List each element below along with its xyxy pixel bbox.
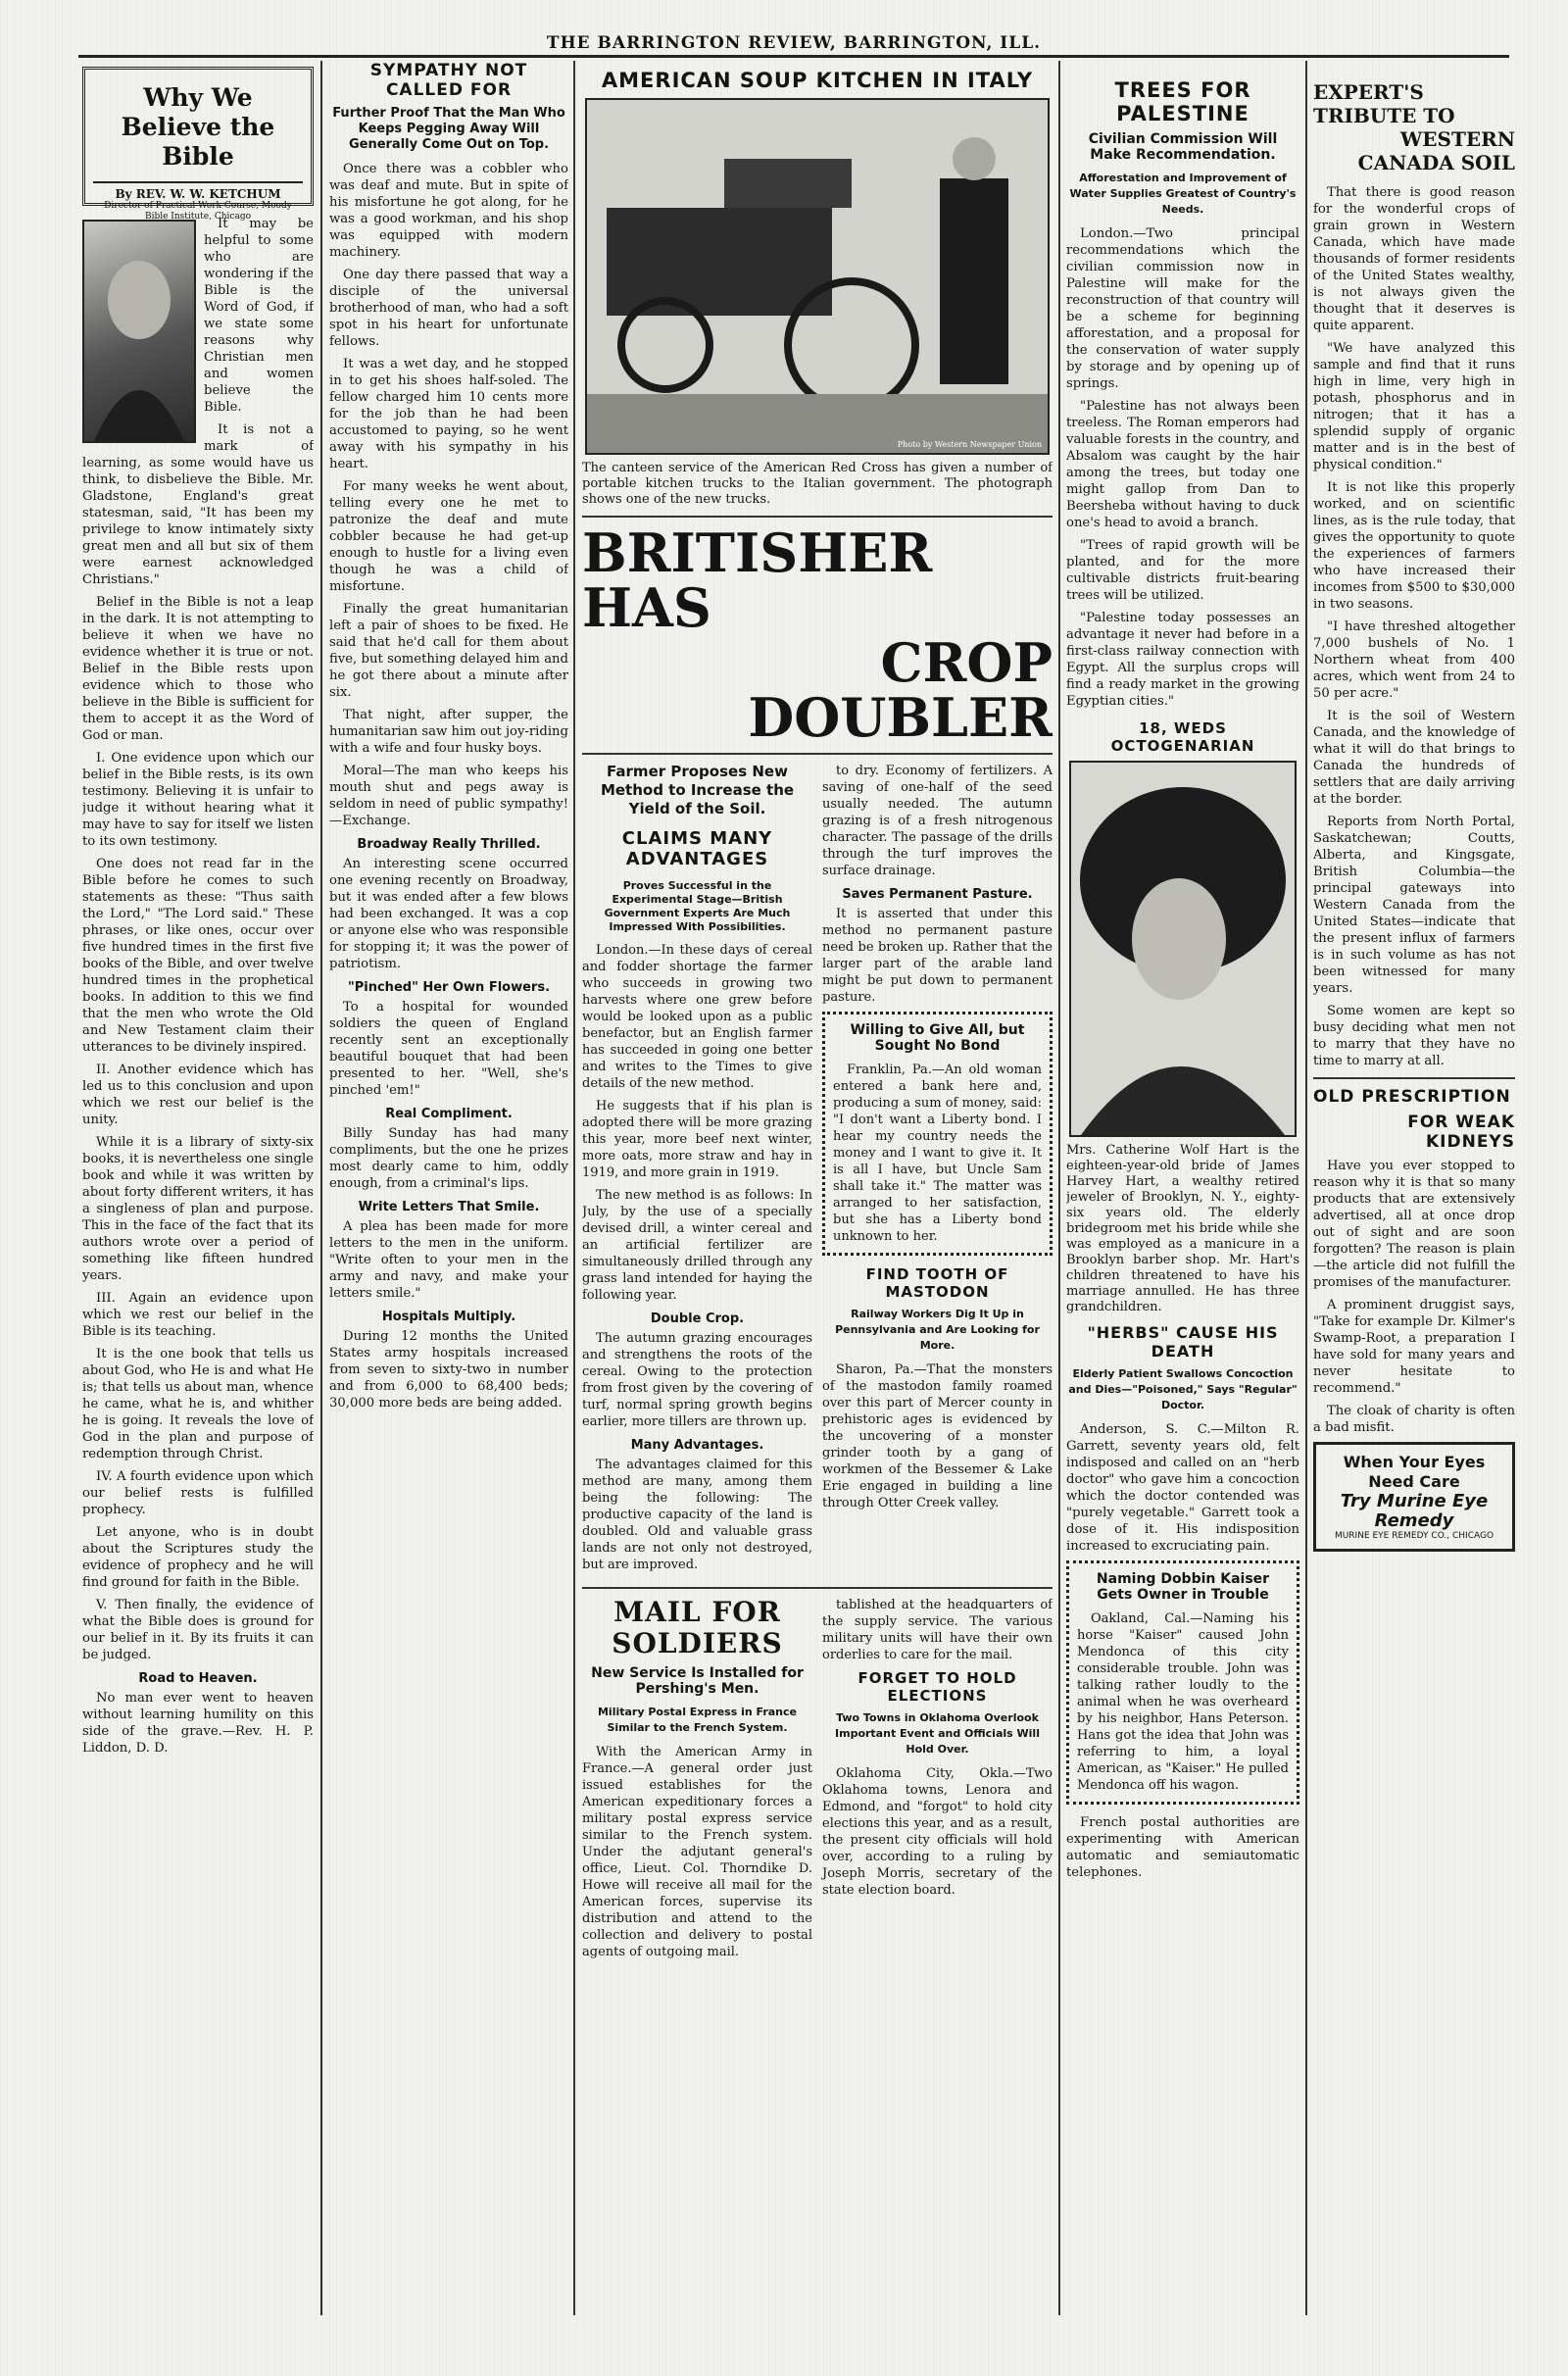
paragraph: It is the soil of Western Canada, and the knowledge of what it will do that brings to Canada the hundreds of settlers that are daily arriving at the border. (1313, 709, 1515, 807)
crop-left-column (582, 763, 812, 1579)
paragraph: Franklin, Pa.—An old woman entered a bank here and, producing a sum of money, said: "I don't want a Liberty bond. I hear my country needs the money and I want to give it. It is all I have, but Uncle Sam shall take it." The matter was arranged to her satisfaction, but she has a Liberty bond unknown to her. (833, 1063, 1042, 1244)
subhead: Many Advantages. (630, 1438, 764, 1453)
paragraph: It was a wet day, and he stopped in to get his shoes half-soled. The fellow charged him 10 cents more for the job than he had been accustomed to paying, so he went away with his sympathy in his heart. (329, 357, 568, 471)
column-sympathy (329, 61, 568, 2315)
paragraph: No man ever went to heaven without learning humility on this side of the grave.—Rev. H. P. Liddon, D. D. (82, 1691, 314, 1756)
paragraph: I. One evidence upon which our belief in the Bible rests, is its own testimony. Believing it is unfair to judge it without hearing what it may have to say for itself we listen to its own testimony. (82, 751, 314, 849)
crop-deck-3: Proves Successful in the Experimental Stage—British Government Experts Are Much Impressed With Possibilities. (604, 879, 791, 933)
paragraph: Once there was a cobbler who was deaf and mute. But in spite of his misfortune he got along, for he was a good workman, and his shop was equipped with modern machinery. (329, 162, 568, 260)
paragraph: Moral—The man who keeps his mouth shut and pegs away is seldom in need of public sympathy!—Exchange. (329, 764, 568, 828)
paragraph: The cloak of charity is often a bad misfit. (1313, 1404, 1515, 1435)
photo-caption: The canteen service of the American Red Cross has given a number of portable kitchen trucks to the Italian government. The photograph shows one of the new trucks. (582, 461, 1053, 507)
paragraph: "Trees of rapid growth will be planted, and for the more cultivable districts fruit-bearing trees will be utilized. (1066, 538, 1299, 603)
headline-line-1: BRITISHER HAS (582, 521, 933, 639)
photo-title: AMERICAN SOUP KITCHEN IN ITALY (601, 69, 1034, 92)
paragraph: Sharon, Pa.—That the monsters of the mastodon family roamed over this part of Mercer county in prehistoric ages is evidenced by the uncovering of a monster grinder tooth by a gang of workmen of the Bessemer & Lake Erie engaged in building a line through Otter Creek valley. (822, 1362, 1053, 1510)
column-rule (320, 61, 322, 2315)
subhead: Write Letters That Smile. (358, 1200, 540, 1214)
elections-title: FORGET TO HOLD ELECTIONS (858, 1669, 1017, 1705)
paragraph: A plea has been made for more letters to the men in the uniform. "Write often to your men in the army and navy, and make your letters smile." (329, 1219, 568, 1301)
ad-line-1: When Your Eyes Need Care (1343, 1453, 1486, 1491)
box-title: Naming Dobbin Kaiser Gets Owner in Trouble (1096, 1571, 1270, 1603)
palestine-deck: Civilian Commission Will Make Recommendation. (1088, 131, 1278, 163)
mastodon-title: FIND TOOTH OF MASTODON (865, 1265, 1009, 1301)
crop-right-column (822, 763, 1053, 1579)
elections-deck: Two Towns in Oklahoma Overlook Important Event and Officials Will Hold Over. (835, 1711, 1040, 1756)
paragraph: It is not like this properly worked, and on scientific lines, as is the rule today, that gives the opportunity to quote the experiences of farmers who have increased their incomes from $500 to $30,000 in two seasons. (1313, 480, 1515, 612)
elections-column (822, 1597, 1053, 1960)
paragraph: Billy Sunday has had many compliments, but the one he prizes most dearly came to him, oddly enough, from a criminal's lips. (329, 1126, 568, 1191)
paragraph: During 12 months the United States army hospitals increased from seven to sixty-two in number and from 6,000 to 68,400 beds; 30,000 more beds are being added. (329, 1329, 568, 1411)
mastodon-deck: Railway Workers Dig It Up in Pennsylvania and Are Looking for More. (835, 1308, 1040, 1352)
photo-credit: Photo by Western Newspaper Union (897, 440, 1042, 449)
column-bible (82, 61, 314, 2315)
paragraph: "Palestine has not always been treeless. The Roman emperors had valuable forests in the country, and Absalom was caught by the hair among the trees, but today one might gallop from Dan to Beersheba without having to duck one's head to avoid a branch. (1066, 399, 1299, 530)
prescription-title-1: OLD PRESCRIPTION (1313, 1087, 1511, 1107)
headline-line-2: CROP DOUBLER (748, 631, 1053, 749)
soup-kitchen-photo (585, 98, 1050, 455)
paragraph: "I have threshed altogether 7,000 bushels of No. 1 Northern wheat from 400 acres, which went from 24 to 50 per acre." (1313, 619, 1515, 701)
octogenarian-title: 18, WEDS OCTOGENARIAN (1110, 719, 1255, 755)
paragraph: tablished at the headquarters of the supply service. The various military units will have their own orderlies to care for the mail. (822, 1598, 1053, 1662)
column-rule (573, 61, 575, 2315)
column-rule (1058, 61, 1060, 2315)
article-deck: Further Proof That the Man Who Keeps Pegging Away Will Generally Come Out on Top. (332, 106, 565, 152)
subhead: Broadway Really Thrilled. (357, 837, 541, 852)
column-canada (1313, 61, 1515, 2315)
column-rule (1305, 61, 1307, 2315)
paragraph: The new method is as follows: In July, by the use of a specially devised drill, a winter cereal and an artificial fertilizer are simultaneously drilled through any grass land intended for haying the following year. (582, 1188, 812, 1303)
paragraph: Some women are kept so busy deciding what men not to marry that they have no time to marry at all. (1313, 1004, 1515, 1068)
paragraph: IV. A fourth evidence upon which our belief rests is fulfilled prophecy. (82, 1469, 314, 1517)
palestine-title: TREES FOR PALESTINE (1114, 78, 1251, 125)
paragraph: It is the one book that tells us about God, who He is and what He is; that tells us about man, whence he came, what he is, and whither he is going. It reveals the love of God in the plan and purpose of redemption through Christ. (82, 1347, 314, 1461)
box-title: Willing to Give All, but Sought No Bond (850, 1022, 1025, 1054)
canada-title-2: WESTERN CANADA SOIL (1357, 127, 1515, 174)
mail-deck: New Service Is Installed for Pershing's Men. (591, 1665, 804, 1697)
paragraph: "We have analyzed this sample and find that it runs high in lime, very high in potash, phosphorus and in nitrogen; that it has a splendid supply of organic matter and is in the best of physical condition." (1313, 341, 1515, 472)
mail-deck-2: Military Postal Express in France Similar to the French System. (597, 1706, 797, 1734)
paragraph: French postal authorities are experimenting with American automatic and semiautomatic telephones. (1066, 1815, 1299, 1880)
paragraph: II. Another evidence which has led us to this conclusion and upon which we rest our belief is the unity. (82, 1063, 314, 1127)
paragraph: For many weeks he went about, telling every one he met to patronize the deaf and mute cobbler because he had get-up enough to hustle for a living even though he was a child of misfortune. (329, 479, 568, 594)
portrait-figure (84, 222, 194, 441)
bible-title-box (82, 67, 314, 222)
paragraph: V. Then finally, the evidence of what the Bible does is ground for our belief in it. By its fruits it can be judged. (82, 1598, 314, 1662)
road-subhead: Road to Heaven. (138, 1671, 258, 1686)
paragraph: To a hospital for wounded soldiers the queen of England recently sent an exceptionally beautiful bouquet that had been presented to her. "Well, she's pinched 'em!" (329, 1000, 568, 1098)
willing-box (822, 1012, 1053, 1256)
subhead: Real Compliment. (385, 1107, 513, 1121)
paragraph: With the American Army in France.—A general order just issued establishes for the American expeditionary forces a military postal express service similar to the French system. Under the adjutant general's office, Lieut. Col. Thorndike D. Howe will receive all mail for the American forces, supervise its distribution and attend to the collection and delivery to postal agents of outgoing mail. (582, 1745, 812, 1959)
paragraph: London.—Two principal recommendations which the civilian commission now in Palestine will make for the reconstruction of that country will be a scheme for beginning afforestation, and a proposal for the conservation of water supply by storage and by opening up of springs. (1066, 226, 1299, 391)
paragraph: That night, after supper, the humanitarian saw him out joy-riding with a wife and four husky boys. (329, 708, 568, 756)
paragraph: The advantages claimed for this method are many, among them being the following: The productive capacity of the land is doubled. Old and valuable grass lands are not only not destroyed, but are improved. (582, 1458, 812, 1572)
paragraph: Oakland, Cal.—Naming his horse "Kaiser" caused John Mendonca of this city considerable trouble. John was talking rather loudly to the animal when he was overheard by his neighbor, Hans Peterson. Hans got the idea that John was referring to him, a loyal American, as "Kaiser." He pulled Mendonca off his wagon. (1077, 1611, 1289, 1793)
palestine-deck-2: Afforestation and Improvement of Water Supplies Greatest of Country's Needs. (1069, 172, 1297, 216)
ad-line-3: MURINE EYE REMEDY CO., CHICAGO (1334, 1531, 1494, 1541)
dobbin-box (1066, 1560, 1299, 1805)
paragraph: It is not a mark of learning, as some would have us think, to disbelieve the Bible. Mr. Gladstone, England's great statesman, said, "It has been my privilege to know intimately sixty great men and all but six of them were earnest acknowledged Christians." (82, 422, 314, 587)
paragraph: "Palestine today possesses an advantage it never had before in a first-class railway connection with Egypt. All the surplus crops will find a ready market in the growing Egyptian cities." (1066, 611, 1299, 709)
bride-portrait (1071, 763, 1295, 1135)
paragraph: to dry. Economy of fertilizers. A saving of one-half of the seed usually needed. The autumn grazing is of a fresh nitrogenous character. The passage of the drills through the turf improves the surface drainage. (822, 764, 1053, 878)
subhead: Double Crop. (650, 1312, 745, 1326)
subhead: Hospitals Multiply. (381, 1310, 516, 1324)
paragraph: Belief in the Bible is not a leap in the dark. It is not attempting to believe it when we have no evidence whether it is true or not. Belief in the Bible rests upon evidence which to those who believe in the Bible is sufficient for them to accept it as the Word of God or man. (82, 595, 314, 743)
byline-affiliation: Director of Practical Work Course, Moody Bible Institute, Chicago (104, 201, 292, 222)
bride-caption: Mrs. Catherine Wolf Hart is the eighteen-year-old bride of James Harvey Hart, a wealthy retired jeweler of Brooklyn, N. Y., eighty-six years old. The elderly bridegroom met his bride while she was employed as a manicure in a Brooklyn barber shop. Mr. Hart's children threatened to have his marriage annulled. He has three grandchildren. (1066, 1143, 1299, 1314)
canada-title-1: EXPERT'S TRIBUTE TO (1313, 80, 1455, 127)
murine-ad (1313, 1442, 1515, 1552)
paragraph: Oklahoma City, Okla.—Two Oklahoma towns, Lenora and Edmond, and "forgot" to hold city elections this year, and as a result, the present city officials will hold over, according to a ruling by Joseph Morris, secretary of the state election board. (822, 1766, 1053, 1898)
masthead: THE BARRINGTON REVIEW, BARRINGTON, ILL. (78, 33, 1509, 58)
subhead: "Pinched" Her Own Flowers. (347, 980, 551, 995)
paragraph: He suggests that if his plan is adopted there will be more grazing this year, more beef next winter, more oats, more straw and hay in 1919, and more grain in 1919. (582, 1099, 812, 1180)
paragraph: Have you ever stopped to reason why it is that so many products that are extensively advertised, all at once drop out of sight and are soon forgotten? The reason is plain—the article did not fulfill the promises of the manufacturer. (1313, 1159, 1515, 1290)
portrait-photo (82, 220, 196, 443)
paragraph: An interesting scene occurred one evening recently on Broadway, but it was ended after a few blows had been exchanged. It was a cop or anyone else who was responsible for stopping it; it was the power of patriotism. (329, 857, 568, 971)
paragraph: A prominent druggist says, "Take for example Dr. Kilmer's Swamp-Root, a preparation I have sold for many years and never hesitate to recommend." (1313, 1298, 1515, 1396)
paragraph: One does not read far in the Bible before he comes to such statements as these: "Thus saith the Lord," "The Lord said." These phrases, or like ones, occur over five hundred times in the first five books of the Bible, and over twelve hundred times in the prophetical books. In addition to this we find that the men who wrote the Old and New Testament claim their utterances to be divinely inspired. (82, 857, 314, 1055)
crop-deck-2: CLAIMS MANY ADVANTAGES (621, 828, 773, 869)
column-center (582, 61, 1053, 2315)
mail-column (582, 1597, 812, 1960)
paragraph: The autumn grazing encourages and strengthens the roots of the cereal. Owing to the protection from frost given by the covering of turf, normal spring growth begins earlier, more tillers are thrown up. (582, 1331, 812, 1429)
column-palestine (1066, 61, 1299, 2315)
paragraph: Anderson, S. C.—Milton R. Garrett, seventy years old, felt indisposed and called on an "herb doctor" who gave him a concoction which the doctor contended was "purely vegetable." Garrett took a dose of it. His indisposition increased to excruciating pain. (1066, 1422, 1299, 1554)
herbs-deck: Elderly Patient Swallows Concoction and Dies—"Poisoned," Says "Regular" Doctor. (1068, 1367, 1298, 1411)
ad-line-2: Try Murine Eye Remedy (1340, 1491, 1489, 1531)
paragraph: Let anyone, who is in doubt about the Scriptures study the evidence of prophecy and he will find ground for faith in the Bible. (82, 1525, 314, 1590)
article-title: SYMPATHY NOT CALLED FOR (369, 61, 528, 100)
mail-title: MAIL FOR SOLDIERS (612, 1596, 783, 1659)
paragraph: London.—In these days of cereal and fodder shortage the farmer who succeeds in growing two harvests where one grew before would be looked upon as a public benefactor, but an English farmer has succeeded in going one better and writes to the Times to give details of the new method. (582, 943, 812, 1091)
paragraph: Reports from North Portal, Saskatchewan; Coutts, Alberta, and Kingsgate, British Columbia—the principal gateways into Western Canada from the United States—indicate that the present influx of farmers is in such volume as has not been witnessed for many years. (1313, 815, 1515, 996)
paragraph: One day there passed that way a disciple of the universal brotherhood of man, who had a soft spot in his heart for unfortunate fellows. (329, 268, 568, 349)
paragraph: III. Again an evidence upon which we rest our belief in the Bible is its teaching. (82, 1291, 314, 1339)
paragraph: While it is a library of sixty-six books, it is nevertheless one single book and while it was written by about forty different writers, it has a singleness of plan and purpose. This in the face of the fact that its authors wrote over a period of something like fifteen hundred years. (82, 1135, 314, 1283)
bride-photo (1069, 761, 1297, 1137)
crop-deck: Farmer Proposes New Method to Increase the Yield of the Soil. (600, 763, 795, 817)
article-title: Why We Believe the Bible (121, 83, 275, 171)
paragraph: It is asserted that under this method no permanent pasture need be broken up. Rather that the larger part of the arable land might be put down to permanent pasture. (822, 907, 1053, 1005)
paragraph: Finally the great humanitarian left a pair of shoes to be fixed. He said that he'd call for them about five, but something delayed him and he got there about a minute after six. (329, 602, 568, 700)
paragraph: It may be helpful to some who are wondering if the Bible is the Word of God, if we state some reasons why Christian men and women believe the Bible. (204, 217, 314, 415)
subhead: Saves Permanent Pasture. (842, 887, 1033, 902)
byline: By REV. W. W. KETCHUM (115, 187, 281, 201)
prescription-title-2: FOR WEAK KIDNEYS (1407, 1113, 1515, 1152)
herbs-title: "HERBS" CAUSE HIS DEATH (1087, 1323, 1279, 1361)
paragraph: That there is good reason for the wonderful crops of grain grown in Western Canada, which have made thousands of former residents of the United States wealthy, is not always given the thought that it deserves is quite apparent. (1313, 185, 1515, 333)
soup-kitchen-illustration (587, 100, 1048, 453)
